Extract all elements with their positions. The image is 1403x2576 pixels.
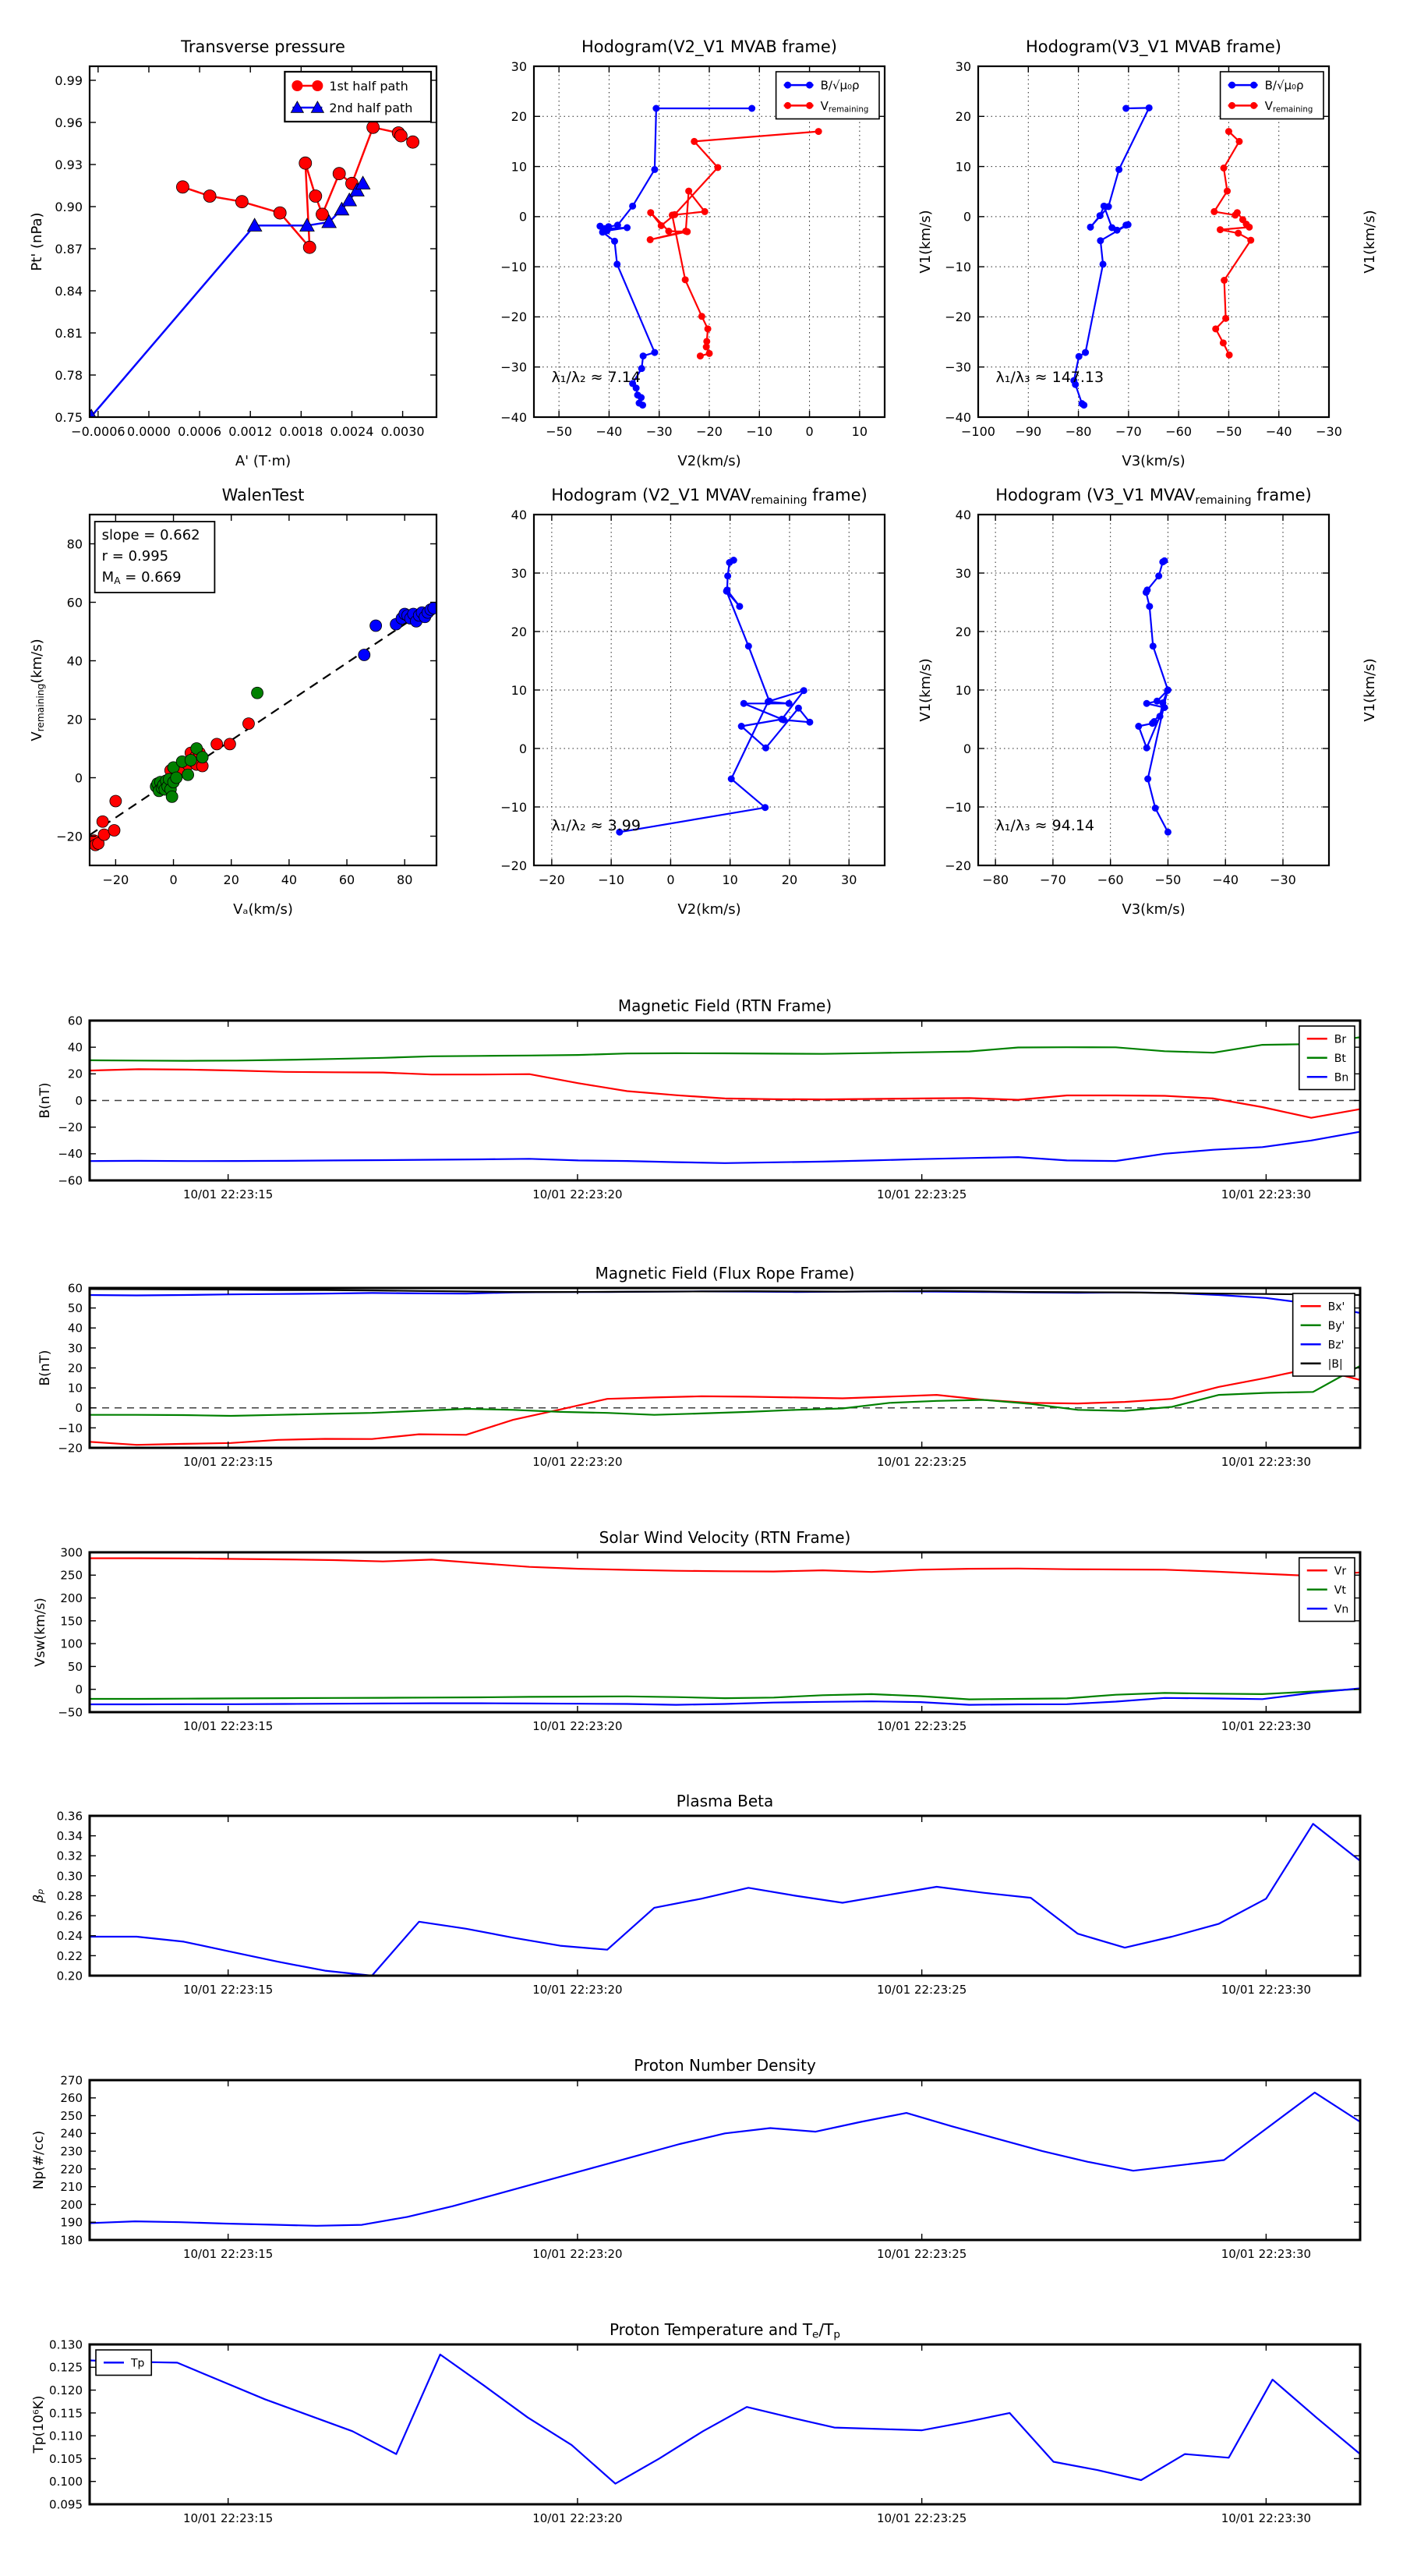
svg-text:10/01 22:23:30: 10/01 22:23:30 xyxy=(1221,1187,1312,1201)
lambda-annotation: λ₁/λ₃ ≈ 94.14 xyxy=(995,817,1095,834)
legend-label: Bt xyxy=(1334,1052,1346,1065)
svg-text:−80: −80 xyxy=(982,872,1009,887)
svg-text:−30: −30 xyxy=(500,359,527,375)
svg-text:−40: −40 xyxy=(58,1147,83,1162)
legend-label: B/√μ₀ρ xyxy=(820,78,860,93)
svg-text:−100: −100 xyxy=(961,424,995,439)
svg-text:10: 10 xyxy=(511,682,527,698)
chart-title: Hodogram (V3_V1 MVAVremaining frame) xyxy=(995,486,1312,507)
legend-label: 1st half path xyxy=(329,78,408,94)
svg-text:80: 80 xyxy=(397,872,413,887)
svg-text:10/01 22:23:30: 10/01 22:23:30 xyxy=(1221,1455,1312,1469)
svg-text:180: 180 xyxy=(60,2233,83,2248)
svg-text:0.110: 0.110 xyxy=(49,2429,83,2443)
legend-label: Tp xyxy=(131,2357,145,2370)
svg-text:10/01 22:23:15: 10/01 22:23:15 xyxy=(182,1719,274,1733)
svg-text:20: 20 xyxy=(67,1067,83,1081)
svg-text:0: 0 xyxy=(518,209,527,225)
legend xyxy=(1299,1026,1355,1090)
svg-text:0.115: 0.115 xyxy=(49,2406,83,2421)
legend-label: Vremaining xyxy=(1264,98,1313,115)
svg-text:−20: −20 xyxy=(500,310,527,325)
svg-text:−20: −20 xyxy=(56,829,83,844)
svg-text:10/01 22:23:20: 10/01 22:23:20 xyxy=(532,1455,623,1469)
stats-line: MA = 0.669 xyxy=(101,569,182,587)
svg-text:0.20: 0.20 xyxy=(56,1969,83,1983)
svg-text:30: 30 xyxy=(511,565,527,581)
svg-text:−80: −80 xyxy=(1065,424,1092,439)
svg-text:10/01 22:23:20: 10/01 22:23:20 xyxy=(532,2511,623,2525)
chart-hodogram-v2v1-mvab xyxy=(500,37,934,469)
svg-text:−70: −70 xyxy=(1040,872,1066,887)
svg-text:10/01 22:23:30: 10/01 22:23:30 xyxy=(1221,2247,1312,2261)
legend-label: Vr xyxy=(1334,1565,1347,1578)
svg-text:10: 10 xyxy=(955,682,971,698)
legend-label: Br xyxy=(1334,1033,1347,1046)
y-axis-label: V1(km/s) xyxy=(1362,658,1378,722)
svg-text:30: 30 xyxy=(841,872,857,887)
lambda-annotation: λ₁/λ₂ ≈ 3.99 xyxy=(551,817,641,834)
svg-text:0: 0 xyxy=(666,872,675,887)
svg-text:−60: −60 xyxy=(58,1173,83,1188)
y-axis-label: V1(km/s) xyxy=(917,210,934,274)
legend xyxy=(1221,72,1323,119)
x-axis-label: V3(km/s) xyxy=(1122,901,1186,918)
svg-text:0.99: 0.99 xyxy=(55,73,83,88)
svg-text:−20: −20 xyxy=(500,858,527,873)
legend-label: Bz' xyxy=(1327,1339,1345,1352)
svg-text:10/01 22:23:25: 10/01 22:23:25 xyxy=(876,2511,967,2525)
svg-text:20: 20 xyxy=(66,712,83,727)
svg-text:200: 200 xyxy=(60,2197,83,2212)
svg-text:200: 200 xyxy=(60,1591,83,1605)
svg-text:0.22: 0.22 xyxy=(56,1948,83,1963)
chart-title: Proton Number Density xyxy=(634,2056,816,2075)
chart-title: Hodogram (V2_V1 MVAVremaining frame) xyxy=(551,486,868,507)
svg-text:100: 100 xyxy=(60,1637,83,1651)
legend-label: Vremaining xyxy=(820,98,869,115)
svg-text:−30: −30 xyxy=(1270,872,1296,887)
chart-title: Transverse pressure xyxy=(181,37,345,56)
svg-text:10: 10 xyxy=(511,159,527,175)
svg-text:0: 0 xyxy=(169,872,178,887)
chart-title: Hodogram(V2_V1 MVAB frame) xyxy=(581,37,837,56)
svg-text:10: 10 xyxy=(955,159,971,175)
svg-text:10/01 22:23:20: 10/01 22:23:20 xyxy=(532,1719,623,1733)
svg-text:0: 0 xyxy=(963,741,971,756)
svg-text:−40: −40 xyxy=(1212,872,1239,887)
svg-text:−10: −10 xyxy=(58,1421,83,1435)
svg-text:−10: −10 xyxy=(500,259,527,274)
svg-text:0.125: 0.125 xyxy=(49,2360,83,2375)
svg-text:0: 0 xyxy=(963,209,971,225)
svg-text:0.100: 0.100 xyxy=(49,2475,83,2489)
svg-text:0.095: 0.095 xyxy=(49,2497,83,2512)
svg-text:0: 0 xyxy=(74,770,83,786)
svg-text:−30: −30 xyxy=(645,424,673,439)
chart-title: Solar Wind Velocity (RTN Frame) xyxy=(599,1528,851,1547)
svg-text:−70: −70 xyxy=(1115,424,1142,439)
stats-line: slope = 0.662 xyxy=(101,527,200,543)
svg-text:−10: −10 xyxy=(746,424,773,439)
svg-text:−40: −40 xyxy=(945,409,971,425)
y-axis-label: Vsw(km/s) xyxy=(33,1598,48,1667)
svg-text:−0.0006: −0.0006 xyxy=(71,424,125,439)
svg-text:10/01 22:23:20: 10/01 22:23:20 xyxy=(532,1187,623,1201)
svg-text:40: 40 xyxy=(67,1321,83,1336)
svg-text:50: 50 xyxy=(67,1659,83,1674)
svg-text:60: 60 xyxy=(67,1014,83,1028)
svg-text:60: 60 xyxy=(66,595,83,610)
legend-label: |B| xyxy=(1327,1357,1343,1371)
svg-text:10: 10 xyxy=(851,424,868,439)
chart-hodogram-v3v1-mvab xyxy=(945,37,1378,469)
svg-text:20: 20 xyxy=(955,109,971,125)
chart-hodogram-v2v1-mvav xyxy=(500,486,934,918)
svg-text:0: 0 xyxy=(518,741,527,756)
svg-text:−50: −50 xyxy=(1215,424,1242,439)
svg-text:10/01 22:23:30: 10/01 22:23:30 xyxy=(1221,1719,1312,1733)
svg-text:0.30: 0.30 xyxy=(56,1869,83,1884)
y-axis-label: V1(km/s) xyxy=(917,658,934,722)
svg-text:0.0012: 0.0012 xyxy=(228,424,273,439)
legend-label: By' xyxy=(1327,1319,1345,1332)
x-axis-label: V3(km/s) xyxy=(1122,453,1186,469)
svg-text:50: 50 xyxy=(67,1301,83,1316)
svg-text:240: 240 xyxy=(60,2126,83,2141)
svg-text:−10: −10 xyxy=(945,799,971,815)
y-axis-label: βₚ xyxy=(31,1888,47,1903)
y-axis-label: B(nT) xyxy=(37,1082,53,1119)
svg-text:30: 30 xyxy=(511,58,527,74)
svg-text:−40: −40 xyxy=(1265,424,1292,439)
svg-text:0.0000: 0.0000 xyxy=(126,424,171,439)
svg-text:190: 190 xyxy=(60,2215,83,2230)
svg-text:−20: −20 xyxy=(945,858,971,873)
svg-text:0.120: 0.120 xyxy=(49,2383,83,2397)
svg-text:300: 300 xyxy=(60,1545,83,1560)
svg-text:210: 210 xyxy=(60,2180,83,2195)
x-axis-label: V2(km/s) xyxy=(677,901,741,918)
chart-magnetic-field-rtn xyxy=(37,996,1360,1201)
svg-text:60: 60 xyxy=(338,872,355,887)
chart-title: Plasma Beta xyxy=(676,1792,774,1810)
svg-text:10/01 22:23:25: 10/01 22:23:25 xyxy=(876,1187,967,1201)
chart-title: Proton Temperature and Te/Tp xyxy=(609,2320,841,2341)
stats-line: r = 0.995 xyxy=(101,548,169,564)
svg-text:0: 0 xyxy=(75,1683,83,1697)
y-axis-label: V1(km/s) xyxy=(1362,210,1378,274)
svg-text:−10: −10 xyxy=(598,872,625,887)
svg-text:0.0006: 0.0006 xyxy=(178,424,222,439)
y-axis-label: Vremaining(km/s) xyxy=(29,639,47,741)
lambda-annotation: λ₁/λ₃ ≈ 147.13 xyxy=(995,369,1104,386)
y-axis-label: Pt' (nPa) xyxy=(29,212,45,271)
chart-transverse-pressure xyxy=(29,37,436,469)
svg-text:−20: −20 xyxy=(58,1441,83,1456)
chart-solar-wind-velocity xyxy=(33,1528,1360,1733)
svg-text:−50: −50 xyxy=(1154,872,1182,887)
chart-proton-temperature xyxy=(31,2320,1360,2525)
svg-text:20: 20 xyxy=(781,872,798,887)
svg-text:−40: −40 xyxy=(595,424,623,439)
x-axis-label: Vₐ(km/s) xyxy=(233,901,293,918)
svg-text:−20: −20 xyxy=(696,424,723,439)
svg-text:0.105: 0.105 xyxy=(49,2451,83,2466)
svg-text:40: 40 xyxy=(511,507,527,522)
legend xyxy=(96,2350,151,2376)
chart-title: WalenTest xyxy=(221,486,305,504)
svg-text:0.75: 0.75 xyxy=(55,409,83,425)
svg-text:−60: −60 xyxy=(1097,872,1124,887)
svg-text:0: 0 xyxy=(75,1093,83,1108)
svg-text:40: 40 xyxy=(66,653,83,669)
svg-text:0: 0 xyxy=(75,1401,83,1416)
svg-text:0.26: 0.26 xyxy=(56,1909,83,1923)
svg-text:0.130: 0.130 xyxy=(49,2337,83,2352)
svg-text:150: 150 xyxy=(60,1614,83,1629)
svg-text:10/01 22:23:15: 10/01 22:23:15 xyxy=(182,1187,274,1201)
svg-text:10/01 22:23:30: 10/01 22:23:30 xyxy=(1221,1983,1312,1997)
svg-text:0.24: 0.24 xyxy=(56,1929,83,1944)
chart-hodogram-v3v1-mvav xyxy=(945,486,1378,918)
svg-text:−20: −20 xyxy=(102,872,129,887)
svg-text:−30: −30 xyxy=(1316,424,1342,439)
svg-text:0.78: 0.78 xyxy=(55,367,83,383)
svg-text:0.28: 0.28 xyxy=(56,1888,83,1903)
legend-label: Vn xyxy=(1334,1603,1349,1616)
svg-text:270: 270 xyxy=(60,2073,83,2088)
svg-text:40: 40 xyxy=(955,507,971,522)
svg-text:80: 80 xyxy=(66,536,83,552)
chart-magnetic-field-flux-rope xyxy=(37,1264,1360,1469)
svg-text:−10: −10 xyxy=(945,259,971,274)
svg-text:0.90: 0.90 xyxy=(55,199,83,214)
svg-text:−40: −40 xyxy=(500,409,527,425)
svg-text:0.81: 0.81 xyxy=(55,325,83,341)
legend-label: Bn xyxy=(1334,1071,1349,1085)
svg-text:220: 220 xyxy=(60,2162,83,2177)
y-axis-label: Tp(10⁶K) xyxy=(31,2395,47,2454)
svg-text:10/01 22:23:25: 10/01 22:23:25 xyxy=(876,1719,967,1733)
svg-text:0.0018: 0.0018 xyxy=(279,424,323,439)
svg-text:20: 20 xyxy=(511,109,527,125)
svg-text:0.36: 0.36 xyxy=(56,1809,83,1824)
svg-text:0.0024: 0.0024 xyxy=(330,424,374,439)
svg-text:−60: −60 xyxy=(1165,424,1193,439)
svg-text:0.87: 0.87 xyxy=(55,241,83,257)
svg-text:10: 10 xyxy=(67,1381,83,1396)
chart-title: Hodogram(V3_V1 MVAB frame) xyxy=(1026,37,1281,56)
svg-text:−90: −90 xyxy=(1015,424,1042,439)
chart-walen-test xyxy=(29,486,440,918)
legend xyxy=(1293,1293,1355,1376)
svg-text:0.0030: 0.0030 xyxy=(380,424,425,439)
x-axis-label: V2(km/s) xyxy=(677,453,741,469)
svg-text:10/01 22:23:15: 10/01 22:23:15 xyxy=(182,2511,274,2525)
legend xyxy=(1299,1558,1355,1622)
svg-text:0.84: 0.84 xyxy=(55,283,83,299)
svg-text:0: 0 xyxy=(805,424,814,439)
svg-text:20: 20 xyxy=(511,624,527,639)
svg-text:0.93: 0.93 xyxy=(55,157,83,172)
svg-text:30: 30 xyxy=(955,58,971,74)
svg-text:30: 30 xyxy=(67,1341,83,1356)
svg-text:40: 40 xyxy=(67,1040,83,1055)
svg-text:230: 230 xyxy=(60,2144,83,2159)
svg-text:60: 60 xyxy=(67,1281,83,1296)
svg-text:20: 20 xyxy=(223,872,239,887)
x-axis-label: A' (T·m) xyxy=(235,453,292,469)
svg-text:10/01 22:23:15: 10/01 22:23:15 xyxy=(182,2247,274,2261)
svg-text:0.34: 0.34 xyxy=(56,1829,83,1844)
svg-text:−10: −10 xyxy=(500,799,527,815)
legend xyxy=(284,72,431,122)
svg-text:−20: −20 xyxy=(538,872,565,887)
chart-proton-number-density xyxy=(31,2056,1360,2261)
svg-text:−20: −20 xyxy=(58,1120,83,1135)
svg-text:−50: −50 xyxy=(546,424,573,439)
legend-label: Bx' xyxy=(1327,1300,1345,1314)
legend-label: Vt xyxy=(1334,1583,1346,1597)
chart-title: Magnetic Field (RTN Frame) xyxy=(617,996,832,1015)
svg-text:10/01 22:23:25: 10/01 22:23:25 xyxy=(876,2247,967,2261)
legend xyxy=(776,72,879,119)
svg-text:20: 20 xyxy=(67,1361,83,1375)
chart-title: Magnetic Field (Flux Rope Frame) xyxy=(595,1264,855,1283)
y-axis-label: Np(#/cc) xyxy=(31,2130,47,2190)
legend-label: 2nd half path xyxy=(329,100,413,115)
svg-text:0.32: 0.32 xyxy=(56,1849,83,1863)
chart-plasma-beta xyxy=(31,1792,1360,1997)
svg-text:250: 250 xyxy=(60,1568,83,1583)
y-axis-label: B(nT) xyxy=(37,1350,53,1386)
svg-text:20: 20 xyxy=(955,624,971,639)
svg-text:10: 10 xyxy=(722,872,738,887)
svg-text:10/01 22:23:20: 10/01 22:23:20 xyxy=(532,1983,623,1997)
svg-text:−30: −30 xyxy=(945,359,971,375)
svg-text:−20: −20 xyxy=(945,310,971,325)
svg-text:10/01 22:23:20: 10/01 22:23:20 xyxy=(532,2247,623,2261)
lambda-annotation: λ₁/λ₂ ≈ 7.14 xyxy=(551,369,641,386)
svg-text:10/01 22:23:25: 10/01 22:23:25 xyxy=(876,1983,967,1997)
svg-text:10/01 22:23:30: 10/01 22:23:30 xyxy=(1221,2511,1312,2525)
svg-text:10/01 22:23:15: 10/01 22:23:15 xyxy=(182,1983,274,1997)
legend-label: B/√μ₀ρ xyxy=(1264,78,1304,93)
svg-text:260: 260 xyxy=(60,2091,83,2106)
svg-text:30: 30 xyxy=(955,565,971,581)
svg-text:−50: −50 xyxy=(58,1705,83,1720)
svg-text:10/01 22:23:15: 10/01 22:23:15 xyxy=(182,1455,274,1469)
svg-text:10/01 22:23:25: 10/01 22:23:25 xyxy=(876,1455,967,1469)
svg-text:0.96: 0.96 xyxy=(55,115,83,130)
svg-text:250: 250 xyxy=(60,2108,83,2123)
svg-text:40: 40 xyxy=(281,872,298,887)
